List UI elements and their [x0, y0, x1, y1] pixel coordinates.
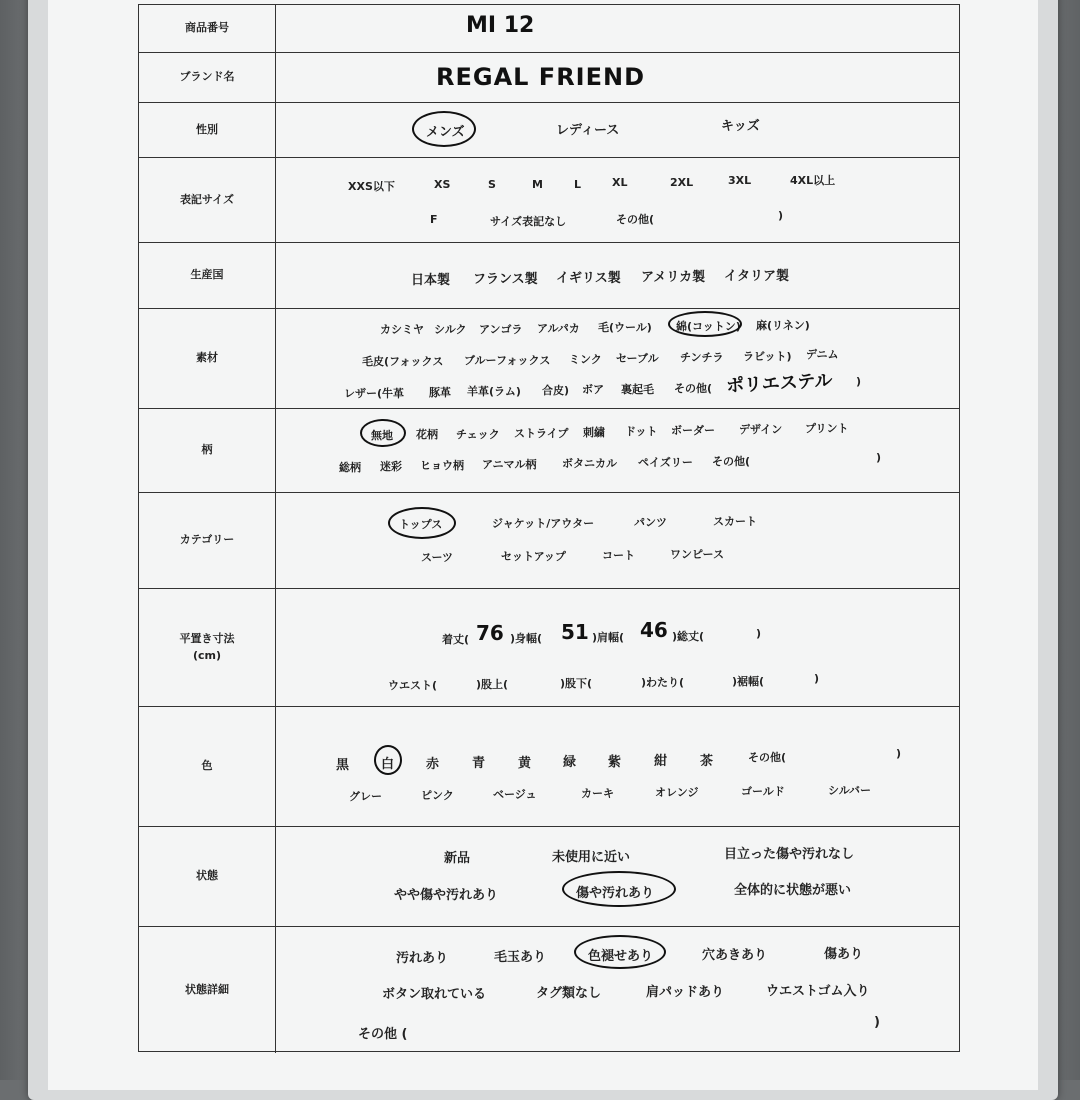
gender-option: レディース: [556, 123, 620, 138]
material-option: デニム: [806, 348, 839, 361]
material-option: ): [856, 375, 862, 388]
pattern-option: 総柄: [339, 461, 361, 474]
pattern-option: ドット: [625, 425, 658, 438]
measure-chest-value: 51: [561, 620, 589, 644]
material-option: 麻(リネン): [756, 319, 810, 332]
color-option: 紫: [608, 755, 622, 770]
row-measurements: [139, 589, 959, 707]
size-option: S: [488, 178, 496, 191]
row-brand: [139, 53, 959, 103]
material-option: ブルーフォックス: [464, 354, 551, 367]
size-option: 3XL: [728, 174, 752, 187]
pattern-option: ストライプ: [514, 427, 569, 440]
material-option: ラビット): [743, 350, 792, 363]
material-option: レザー(牛革: [344, 387, 405, 400]
row-product-number: [139, 5, 959, 53]
country-option: イタリア製: [724, 269, 790, 284]
detail-option: ): [874, 1015, 880, 1030]
size-option: M: [532, 178, 543, 191]
color-option: 黄: [518, 756, 532, 771]
selection-circle: [388, 507, 456, 539]
condition-option: 目立った傷や汚れなし: [724, 847, 855, 862]
pattern-option: ペイズリー: [638, 456, 693, 469]
measure-label: )股上(: [476, 678, 509, 691]
material-option: 裏起毛: [621, 383, 654, 396]
detail-option: 穴あきあり: [702, 948, 768, 963]
measure-label: )わたり(: [641, 676, 685, 689]
detail-option: 色褪せあり: [588, 949, 654, 964]
measure-label: )総丈(: [672, 630, 705, 643]
color-option: 茶: [700, 754, 714, 769]
pattern-option: その他(: [712, 455, 751, 468]
pattern-option: ): [876, 451, 882, 464]
color-option: シルバー: [828, 784, 871, 797]
measure-label: )股下(: [560, 677, 593, 690]
row-gender: [139, 103, 959, 158]
material-option: 毛(ウール): [598, 321, 652, 334]
color-option: その他(: [748, 751, 787, 764]
row-label: 状態: [139, 827, 276, 926]
measure-label: 着丈(: [442, 633, 470, 646]
row-label: 生産国: [139, 243, 276, 308]
row-material: [139, 309, 959, 409]
condition-option: 傷や汚れあり: [576, 886, 655, 901]
detail-option: ボタン取れている: [382, 987, 487, 1002]
material-option: アンゴラ: [479, 323, 523, 336]
pattern-option: 刺繍: [583, 426, 605, 439]
category-option: パンツ: [634, 516, 667, 529]
measure-label: ): [814, 672, 820, 685]
color-option: 青: [472, 756, 486, 771]
row-pattern: [139, 409, 959, 493]
size-option: XXS以下: [348, 180, 395, 193]
material-option: 豚革: [429, 386, 451, 399]
row-category: [139, 493, 959, 589]
color-option: 紺: [654, 754, 668, 769]
row-color: [139, 707, 959, 827]
size-option: 4XL以上: [790, 174, 836, 187]
detail-option: 汚れあり: [396, 951, 449, 966]
row-label: 色: [139, 707, 276, 826]
row-condition-detail: [139, 927, 959, 1053]
pattern-option: 無地: [371, 429, 393, 442]
measure-label: 平置き寸法: [179, 632, 235, 645]
row-label: 柄: [139, 409, 276, 492]
material-option: カシミヤ: [380, 323, 424, 336]
measure-length-value: 76: [476, 621, 504, 645]
measure-shoulder-value: 46: [640, 618, 668, 642]
size-option: 2XL: [670, 176, 694, 189]
measure-label: ウエスト(: [388, 679, 438, 692]
color-option: ピンク: [421, 789, 454, 802]
brand-value: REGAL FRIEND: [436, 63, 646, 91]
row-label: 表記サイズ: [139, 158, 276, 242]
selection-circle: [574, 935, 666, 969]
category-option: トップス: [399, 518, 443, 531]
category-option: ジャケット/アウター: [492, 517, 595, 530]
detail-option: 肩パッドあり: [646, 985, 725, 1000]
detail-option: 毛玉あり: [494, 950, 547, 965]
measure-label: )肩幅(: [592, 631, 625, 644]
country-option: イギリス製: [556, 271, 621, 286]
color-option: オレンジ: [655, 786, 699, 799]
row-label: ブランド名: [139, 53, 276, 102]
pattern-option: チェック: [456, 428, 500, 441]
color-option: 赤: [426, 757, 440, 772]
material-option: チンチラ: [680, 351, 724, 364]
selection-circle: [668, 311, 742, 337]
size-option: XL: [612, 176, 628, 189]
selection-circle: [412, 111, 476, 147]
material-other-written: ポリエステル: [725, 370, 833, 397]
size-option: サイズ表記なし: [490, 215, 567, 228]
row-label: 状態詳細: [139, 927, 276, 1053]
gender-option: キッズ: [721, 119, 760, 134]
country-option: アメリカ製: [641, 270, 706, 285]
condition-option: やや傷や汚れあり: [394, 888, 499, 903]
category-option: ワンピース: [670, 548, 725, 561]
row-label: 素材: [139, 309, 276, 408]
measure-unit: (cm): [192, 648, 222, 662]
size-option: ): [778, 209, 784, 222]
row-size: [139, 158, 959, 243]
material-option: ミンク: [569, 353, 602, 366]
detail-option: その他 (: [358, 1027, 408, 1042]
color-option: 緑: [563, 755, 577, 770]
material-option: その他(: [674, 382, 713, 395]
material-option: ボア: [582, 383, 604, 396]
pattern-option: 花柄: [416, 428, 438, 441]
row-country: [139, 243, 959, 309]
selection-circle: [562, 871, 676, 907]
category-option: スーツ: [421, 551, 454, 564]
selection-circle: [374, 745, 402, 775]
pattern-option: デザイン: [739, 423, 783, 436]
row-label: 商品番号: [139, 5, 276, 52]
pattern-option: 迷彩: [380, 460, 402, 473]
material-option: セーブル: [616, 352, 659, 365]
pattern-option: アニマル柄: [482, 458, 537, 471]
detail-option: 傷あり: [824, 947, 864, 962]
country-option: 日本製: [411, 273, 451, 288]
condition-option: 未使用に近い: [552, 850, 631, 865]
size-option: XS: [434, 178, 451, 191]
measure-label: ): [756, 627, 762, 640]
material-option: アルパカ: [537, 322, 580, 335]
color-option: ): [896, 747, 902, 760]
pattern-option: ボーダー: [671, 424, 715, 437]
form-table: [138, 4, 960, 1052]
selection-circle: [360, 419, 406, 447]
color-option: ベージュ: [493, 788, 537, 801]
color-option: 黒: [336, 758, 350, 773]
material-option: シルク: [434, 323, 467, 336]
color-option: 白: [381, 757, 395, 772]
row-condition: [139, 827, 959, 927]
material-option: 毛皮(フォックス: [362, 355, 444, 368]
category-option: セットアップ: [501, 550, 566, 563]
pattern-option: ボタニカル: [562, 457, 617, 470]
measure-label: )身幅(: [510, 632, 543, 645]
detail-option: タグ類なし: [536, 986, 602, 1001]
color-option: グレー: [349, 790, 382, 803]
country-option: フランス製: [473, 272, 538, 287]
row-label: カテゴリー: [139, 493, 276, 588]
size-option: F: [430, 213, 438, 226]
product-number-value: MI 12: [466, 13, 535, 38]
material-option: 合皮): [542, 384, 570, 397]
pattern-option: プリント: [805, 422, 849, 435]
measure-label: )裾幅(: [732, 675, 765, 688]
condition-option: 新品: [444, 851, 471, 866]
size-option: その他(: [616, 213, 655, 226]
condition-option: 全体的に状態が悪い: [734, 883, 852, 898]
color-option: カーキ: [581, 787, 614, 800]
category-option: コート: [602, 549, 635, 562]
pattern-option: ヒョウ柄: [420, 459, 464, 472]
material-option: 綿(コットン): [676, 320, 741, 333]
material-option: 羊革(ラム): [467, 385, 521, 398]
color-option: ゴールド: [741, 785, 785, 798]
category-option: スカート: [713, 515, 757, 528]
form-sheet: [48, 0, 1038, 1090]
gender-option: メンズ: [426, 125, 465, 140]
detail-option: ウエストゴム入り: [766, 984, 870, 999]
size-option: L: [574, 178, 582, 191]
row-label: [139, 589, 276, 706]
row-label: 性別: [139, 103, 276, 157]
